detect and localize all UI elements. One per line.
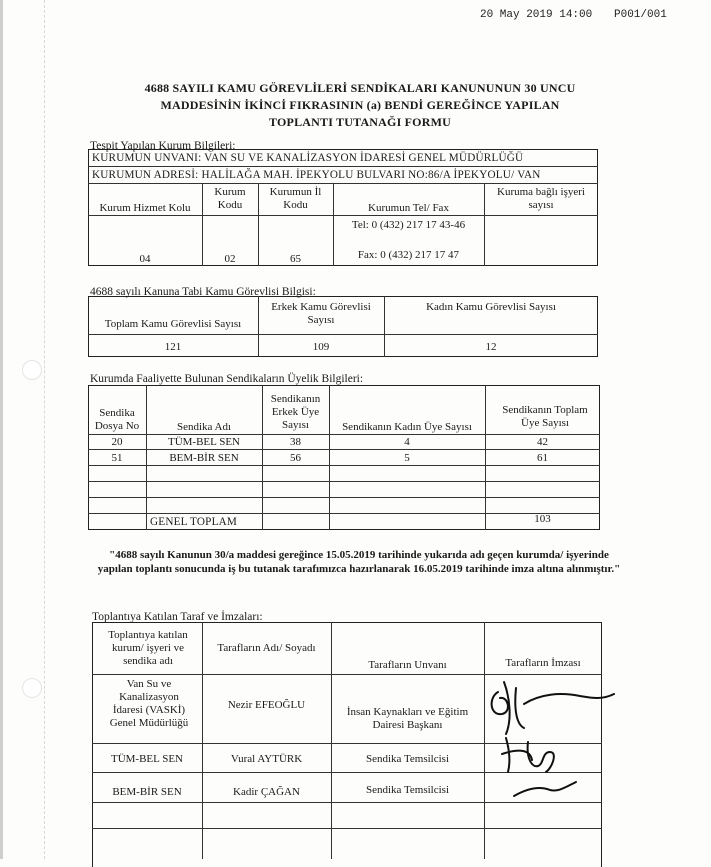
- fold-line: [44, 0, 45, 859]
- title-line-3: TOPLANTI TUTANAĞI FORMU: [269, 115, 451, 129]
- staff-section-label: 4688 sayılı Kanuna Tabi Kamu Görevlisi Bilgisi:: [90, 286, 316, 298]
- value-female-staff: 12: [485, 341, 497, 353]
- value-service-branch: 04: [139, 253, 151, 265]
- union-male-members: 38: [290, 436, 301, 448]
- signature-1: [492, 682, 614, 734]
- value-institution-code: 02: [224, 253, 236, 265]
- institution-name: KURUMUN UNVANI: VAN SU VE KANALİZASYON İDARESİ GENEL MÜDÜRLÜĞÜ: [92, 152, 524, 164]
- union-female-members: 5: [404, 452, 410, 464]
- punch-hole: [22, 360, 42, 380]
- union-male-members: 56: [290, 452, 301, 464]
- participants-section-label: Toplantıya Katılan Taraf ve İmzaları:: [92, 611, 263, 623]
- union-name: BEM-BİR SEN: [169, 452, 239, 464]
- header-party: Toplantıya katılan kurum/ işyeri ve sendika adı: [108, 629, 188, 667]
- header-union-file-no: Sendika Dosya No: [94, 407, 140, 432]
- header-workplace-count: Kuruma bağlı işyeri sayısı: [497, 186, 585, 211]
- union-file-no: 51: [111, 452, 123, 464]
- participant-name: Vural AYTÜRK: [230, 753, 303, 765]
- institution-address: KURUMUN ADRESİ: HALİLAĞA MAH. İPEKYOLU BULVARI NO:86/A İPEKYOLU/ VAN: [92, 169, 541, 181]
- header-service-branch: Kurum Hizmet Kolu: [99, 202, 191, 214]
- form-title: [100, 80, 620, 131]
- grand-total-label: GENEL TOPLAM: [150, 516, 238, 528]
- header-male-staff: Erkek Kamu Görevlisi Sayısı: [271, 301, 371, 326]
- signatures-drawing: [480, 668, 630, 808]
- fax-page-number: P001/001: [614, 9, 667, 21]
- paper-edge: [0, 0, 3, 859]
- header-party-title: Tarafların Unvanı: [368, 659, 447, 671]
- participant-party: TÜM-BEL SEN: [110, 753, 183, 765]
- participant-title: Sendika Temsilcisi: [365, 784, 450, 796]
- header-party-name: Tarafların Adı/ Soyadı: [217, 642, 316, 654]
- participant-title: İnsan Kaynakları ve Eğitim Dairesi Başkanı: [346, 706, 469, 731]
- union-file-no: 20: [111, 436, 123, 448]
- participant-party: Van Su ve Kanalizasyon İdaresi (VASKİ) Genel Müdürlüğü: [109, 678, 189, 729]
- header-institution-code: Kurum Kodu: [214, 186, 246, 211]
- title-line-2: MADDESİNİN İKİNCİ FIKRASININ (a) BENDİ GEREĞİNCE YAPILAN: [160, 98, 560, 112]
- header-union-male-members: Sendikanın Erkek Üye Sayısı: [270, 393, 321, 431]
- value-fax: Fax: 0 (432) 217 17 47: [357, 249, 460, 261]
- title-line-1: 4688 SAYILI KAMU GÖREVLİLERİ SENDİKALARI KANUNUNUN 30 UNCU: [144, 81, 576, 95]
- header-union-total-members: Sendikanın Toplam Üye Sayısı: [502, 404, 588, 429]
- value-province-code: 65: [290, 253, 301, 265]
- fax-datetime: 20 May 2019 14:00: [480, 9, 593, 21]
- header-province-code: Kurumun İl Kodu: [269, 186, 322, 211]
- header-party-signature: Tarafların İmzası: [505, 657, 581, 669]
- participant-name: Kadir ÇAĞAN: [233, 786, 300, 798]
- institution-section-label: Tespit Yapılan Kurum Bilgileri:: [90, 140, 236, 152]
- signature-3: [514, 782, 576, 796]
- meeting-statement: "4688 sayılı Kanunun 30/a maddesi gereğince 15.05.2019 tarihinde yukarıda adı geçen kurumda/ işyerinde yapılan toplantı sonucunda iş bu tutanak tarafımızca hazırlanarak 16.05.2019 tarihinde imza altına alınmıştır.": [97, 549, 621, 575]
- signature-2: [502, 738, 554, 772]
- header-union-name: Sendika Adı: [176, 421, 232, 433]
- header-total-staff: Toplam Kamu Görevlisi Sayısı: [104, 318, 242, 330]
- header-tel-fax: Kurumun Tel/ Fax: [368, 202, 449, 214]
- union-name: TÜM-BEL SEN: [167, 436, 240, 448]
- union-total-members: 42: [537, 436, 548, 448]
- participant-party: BEM-BİR SEN: [112, 786, 182, 798]
- punch-hole: [22, 678, 42, 698]
- value-tel: Tel: 0 (432) 217 17 43-46: [351, 219, 466, 231]
- unions-section-label: Kurumda Faaliyette Bulunan Sendikaların Üyelik Bilgileri:: [90, 373, 364, 385]
- header-union-female-members: Sendikanın Kadın Üye Sayısı: [342, 421, 472, 433]
- participant-title: Sendika Temsilcisi: [365, 753, 450, 765]
- participant-name: Nezir EFEOĞLU: [227, 699, 306, 711]
- header-female-staff: Kadın Kamu Görevlisi Sayısı: [426, 301, 556, 313]
- grand-total-value: 103: [534, 513, 551, 525]
- value-male-staff: 109: [312, 341, 330, 353]
- value-total-staff: 121: [164, 341, 182, 353]
- union-total-members: 61: [537, 452, 548, 464]
- union-female-members: 4: [404, 436, 410, 448]
